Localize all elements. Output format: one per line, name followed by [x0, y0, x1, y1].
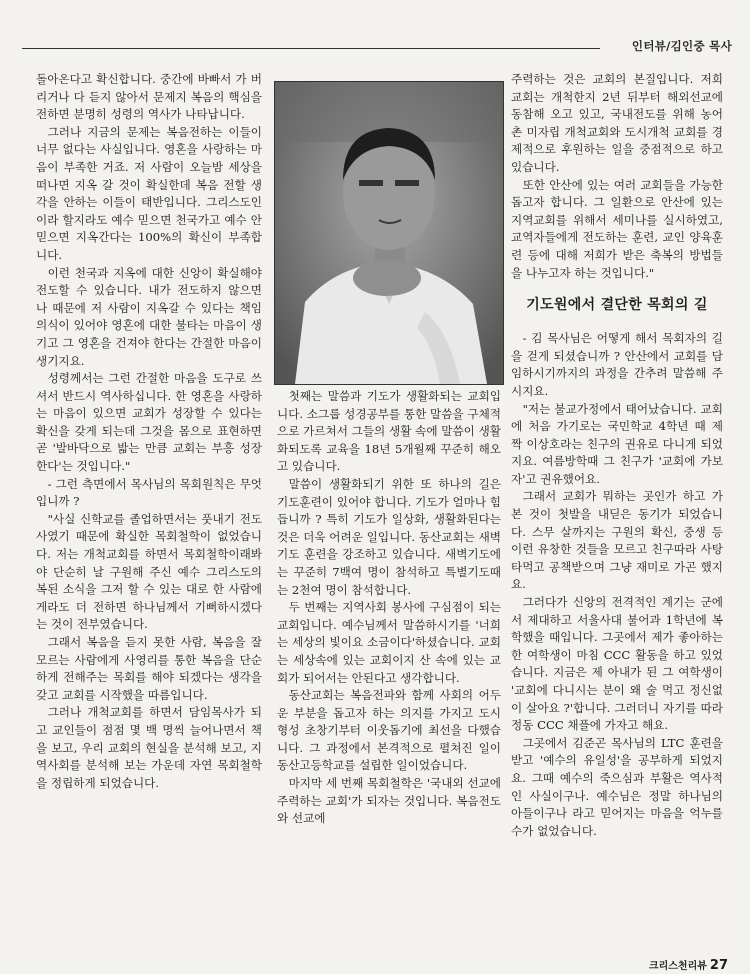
paragraph: 주력하는 것은 교회의 본질입니다. 저희 교회는 개척한지 2년 뒤부터 해외선교에 동참해 오고 있고, 국내전도를 위해 농어촌 미자립 개척교회와 도시개척 교회를 경제적으로 후원하는 일을 중점적으로 하고 있습니다.	[511, 72, 723, 174]
header-rule	[22, 48, 600, 49]
paragraph: 성령께서는 그런 간절한 마음을 도구로 쓰셔서 반드시 역사하십니다. 한 영혼을 사랑하는 마음이 있으면 교회가 성장할 수 있다는 확신을 갖게 되는데 그것을 몸으로 표현하면 곧 '발바닥으로 밟는 만큼 교회는 부흥 성장한다'는 것입니다."	[36, 371, 262, 474]
paragraph: 그래서 복음을 듣지 못한 사람, 복음을 잘 모르는 사람에게 사영리를 통한 복음을 단순하게 전해주는 목회를 해야 되겠다는 생각을 갖고 교회를 시작했을 따름입니다.	[36, 635, 262, 702]
paragraph: "저는 불교가정에서 태어났습니다. 교회에 처음 가기로는 국민학교 4학년 때 제 짝 이상호라는 친구의 권유로 다니게 되었지요. 여름방학때 그 친구가 '교회에 가보자'고 권유했어요.	[511, 401, 723, 486]
paragraph: 그러나 개척교회를 하면서 담임목사가 되고 교인들이 점점 몇 백 명씩 늘어나면서 책을 보고, 우리 교회의 현실을 분석해 보고, 지역사회를 분석해 보는 가운데 자연 목회철학을 정립하게 되었습니다.	[36, 705, 262, 790]
portrait-illustration	[275, 82, 503, 384]
paragraph: 그래서 교회가 뭐하는 곳인가 하고 가 본 것이 첫발을 내딛은 동기가 되었습니다. 스무 살까지는 구원의 확신, 중생 등 이런 유창한 것들을 모르고 친구따라 사탕 타먹고 공책받으며 그냥 재미로 가곤 했지요.	[511, 489, 723, 592]
portrait-photo	[274, 81, 504, 385]
paragraph: 또한 안산에 있는 여러 교회들을 가능한 돕고자 합니다. 그 일환으로 안산에 있는 지역교회를 위해서 세미나를 실시하였고, 교역자들에게 전도하는 훈련, 교인 양육훈련 등에 대해 저희가 받은 축복의 방법들을 나누고자 하는 것입니다."	[511, 177, 723, 280]
paragraph: 첫째는 말씀과 기도가 생활화되는 교회입니다. 소그룹 성경공부를 통한 말씀을 구체적으로 가르쳐서 그들의 생활 속에 말씀이 생활화되도록 교육을 18년 5개월째 꾸준히 해오고 있습니다.	[277, 389, 501, 474]
magazine-name: 크리스천리뷰	[648, 961, 707, 972]
paragraph: "사실 신학교를 졸업하면서는 풋내기 전도사였기 때문에 확실한 목회철학이 없었습니다. 저는 개척교회를 하면서 목회철학이래봐야 단순히 날 구원해 주신 예수 그리스도의 복된 소식을 그저 할 수 있는 대로 한 사람에게라도 더 전하면 하나님께서 기뻐하시겠다는 것이 전부였습니다.	[36, 511, 262, 632]
question: - 그런 측면에서 목사님의 목회원칙은 무엇입니까 ?	[36, 476, 262, 509]
paragraph: 마지막 세 번째 목회철학은 '국내외 선교에 주력하는 교회'가 되자는 것입니다. 복음전도와 선교에	[277, 776, 501, 826]
paragraph: 동산교회는 복음전파와 함께 사회의 어두운 부분을 돕고자 하는 의지를 가지고 도시 형성 초창기부터 이웃돕기에 최선을 다했습니다. 그 과정에서 본격적으로 펼쳐진 일이 동산고등학교를 설립한 일이었습니다.	[277, 688, 501, 773]
column-2	[277, 388, 501, 828]
column-3	[511, 71, 723, 840]
section-label: 인터뷰/김인중 목사	[631, 39, 732, 53]
paragraph: 돌아온다고 확신합니다. 중간에 바빠서 가 버리거나 다 듣지 않아서 문제지 복음의 핵심을 전하면 분명히 성령의 역사가 나타납니다.	[36, 72, 262, 122]
column-1	[36, 71, 262, 792]
paragraph: 말씀이 생활화되기 위한 또 하나의 길은 기도훈련이 있어야 합니다. 기도가 얼마나 힘듭니까 ? 특히 기도가 일상화, 생활화된다는 것은 더욱 어려운 일입니다. 동산교회는 새벽기도 훈련을 강조하고 있습니다. 새벽기도에는 꾸준히 7백여 명이 참석하고 특별기도때는 2천여 명이 참석합니다.	[277, 476, 501, 597]
paragraph: 그곳에서 김준곤 목사님의 LTC 훈련을 받고 '예수의 유일성'을 공부하게 되었지요. 그때 예수의 죽으심과 부활은 역사적인 사실이구나. 예수님은 정말 하나님의 아들이구나 라고 믿어지는 마음을 억누를 수가 없었습니다.	[511, 735, 723, 838]
page-number: 27	[709, 958, 728, 973]
question: - 김 목사님은 어떻게 해서 목회자의 길을 걷게 되셨습니까 ? 안산에서 교회를 담임하시기까지의 과정을 간추려 말씀해 주시지요.	[511, 331, 723, 398]
page-footer	[649, 954, 728, 973]
paragraph: 그러다가 신앙의 전격적인 계기는 군에서 제대하고 서울사대 불어과 1학년에 복학했을 때입니다. 그곳에서 제가 좋아하는 한 여학생이 마침 CCC 활동을 하고 있었습니다. 지금은 제 아내가 된 그 여학생이 '교회에 다니시는 분이 왜 술 먹고 정신없이 살아요 ?'합니다. 그러더니 자기를 따라 정동 CCC 채플에 가자고 해요.	[511, 595, 723, 733]
paragraph: 이런 천국과 지옥에 대한 신앙이 확실해야 전도할 수 있습니다. 내가 전도하지 않으면 나 때문에 저 사람이 지옥갈 수 있다는 책임의식이 있어야 영혼에 대한 불타는 마음이 생기고 그 영혼을 건져야 한다는 간절한 마음이 생기지요.	[36, 265, 262, 368]
paragraph: 두 번째는 지역사회 봉사에 구심점이 되는 교회입니다. 예수님께서 말씀하시기를 '너희는 세상의 빛이요 소금이다'하셨습니다. 교회는 세상속에 있는 교회이지 산 속에 있는 교회가 되어서는 안된다고 생각합니다.	[277, 600, 501, 685]
section-subheading: 기도원에서 결단한 목회의 길	[526, 297, 708, 314]
paragraph: 그러나 지금의 문제는 복음전하는 이들이 너무 없다는 사실입니다. 영혼을 사랑하는 마음이 부족한 거죠. 저 사람이 오늘밤 세상을 떠나면 지옥 갈 것이 확실한데 복음 전할 생각을 안하는 이들이 태반입니다. 그리스도인이라 할지라도 예수 믿으면 천국가고 예수 안 믿으면 지옥간다는 100%의 확신이 부족합니다.	[36, 124, 262, 262]
